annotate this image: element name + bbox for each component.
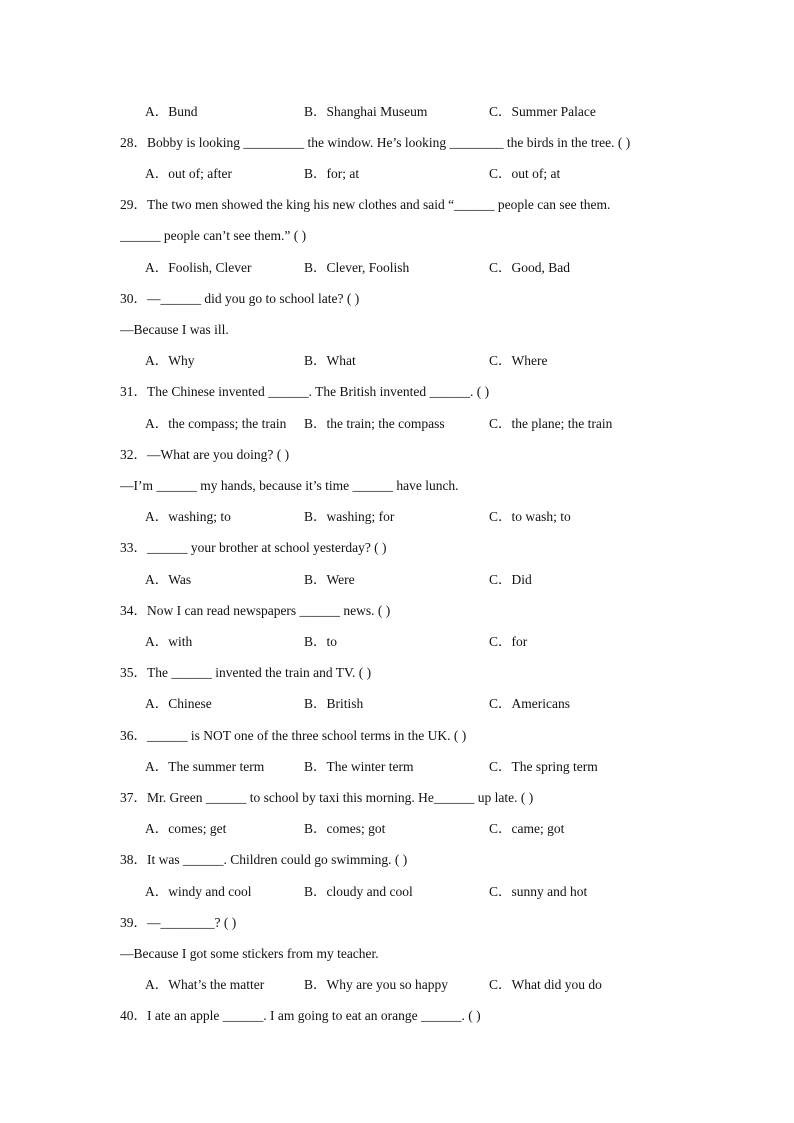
q37-option-b: B．comes; got bbox=[304, 821, 386, 836]
q33-option-b: B．Were bbox=[304, 572, 355, 587]
q34-option-b: B．to bbox=[304, 634, 338, 649]
question-30-answer: —Because I was ill. bbox=[120, 322, 229, 337]
q32-option-c: C．to wash; to bbox=[489, 509, 571, 524]
question-37: 37．Mr. Green ______ to school by taxi this morning. He______ up late. ( ) bbox=[120, 790, 534, 805]
q38-option-a: A．windy and cool bbox=[145, 884, 252, 899]
question-29-continued: ______ people can’t see them.” ( ) bbox=[120, 228, 307, 243]
q31-option-b: B．the train; the compass bbox=[304, 416, 445, 431]
q34-option-c: C．for bbox=[489, 634, 528, 649]
q30-option-c: C．Where bbox=[489, 353, 548, 368]
q39-option-a: A．What’s the matter bbox=[145, 977, 265, 992]
question-39: 39．—________? ( ) bbox=[120, 915, 237, 930]
q34-option-a: A．with bbox=[145, 634, 193, 649]
q37-option-a: A．comes; get bbox=[145, 821, 227, 836]
question-36: 36．______ is NOT one of the three school terms in the UK. ( ) bbox=[120, 728, 467, 743]
q30-option-a: A．Why bbox=[145, 353, 195, 368]
question-35: 35．The ______ invented the train and TV. ( ) bbox=[120, 665, 372, 680]
q28-option-a: A．out of; after bbox=[145, 166, 232, 181]
q29-option-b: B．Clever, Foolish bbox=[304, 260, 410, 275]
q28-option-b: B．for; at bbox=[304, 166, 360, 181]
question-29: 29．The two men showed the king his new clothes and said “______ people can see them. bbox=[120, 197, 611, 212]
q32-option-b: B．washing; for bbox=[304, 509, 395, 524]
question-30: 30．—______ did you go to school late? ( ) bbox=[120, 291, 360, 306]
q38-option-c: C．sunny and hot bbox=[489, 884, 588, 899]
q38-option-b: B．cloudy and cool bbox=[304, 884, 413, 899]
q36-option-c: C．The spring term bbox=[489, 759, 598, 774]
q37-option-c: C．came; got bbox=[489, 821, 565, 836]
question-32-answer: —I’m ______ my hands, because it’s time ______ have lunch. bbox=[120, 478, 459, 493]
q27-option-b: B．Shanghai Museum bbox=[304, 104, 428, 119]
q30-option-b: B．What bbox=[304, 353, 356, 368]
q39-option-c: C．What did you do bbox=[489, 977, 602, 992]
q39-option-b: B．Why are you so happy bbox=[304, 977, 448, 992]
q28-option-c: C．out of; at bbox=[489, 166, 561, 181]
q32-option-a: A．washing; to bbox=[145, 509, 231, 524]
q36-option-a: A．The summer term bbox=[145, 759, 265, 774]
q27-option-a: A．Bund bbox=[145, 104, 198, 119]
question-39-answer: —Because I got some stickers from my teacher. bbox=[120, 946, 379, 961]
question-31: 31．The Chinese invented ______. The British invented ______. ( ) bbox=[120, 384, 490, 399]
q35-option-a: A．Chinese bbox=[145, 696, 212, 711]
q36-option-b: B．The winter term bbox=[304, 759, 414, 774]
question-38: 38．It was ______. Children could go swimming. ( ) bbox=[120, 852, 408, 867]
q35-option-c: C．Americans bbox=[489, 696, 570, 711]
q29-option-a: A．Foolish, Clever bbox=[145, 260, 252, 275]
q33-option-c: C．Did bbox=[489, 572, 532, 587]
q33-option-a: A．Was bbox=[145, 572, 192, 587]
q29-option-c: C．Good, Bad bbox=[489, 260, 570, 275]
question-34: 34．Now I can read newspapers ______ news. ( ) bbox=[120, 603, 391, 618]
question-33: 33．______ your brother at school yesterday? ( ) bbox=[120, 540, 387, 555]
q31-option-a: A．the compass; the train bbox=[145, 416, 287, 431]
question-40: 40．I ate an apple ______. I am going to eat an orange ______. ( ) bbox=[120, 1008, 481, 1023]
q31-option-c: C．the plane; the train bbox=[489, 416, 613, 431]
q27-option-c: C．Summer Palace bbox=[489, 104, 596, 119]
question-32: 32．—What are you doing? ( ) bbox=[120, 447, 290, 462]
question-28: 28．Bobby is looking _________ the window. He’s looking ________ the birds in the tree. ( ) bbox=[120, 135, 631, 150]
q35-option-b: B．British bbox=[304, 696, 364, 711]
